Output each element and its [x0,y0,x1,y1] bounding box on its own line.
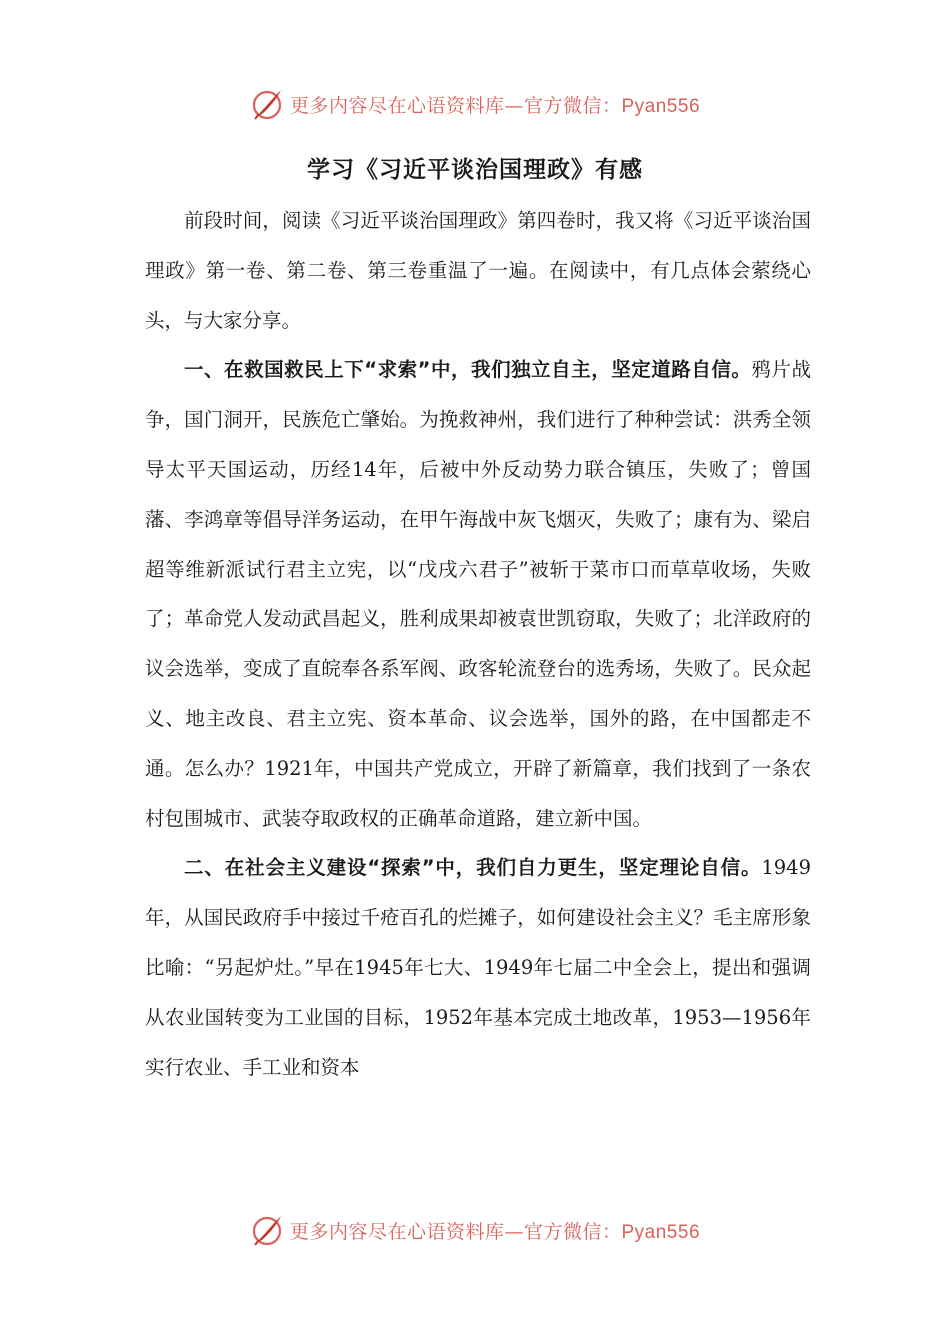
footer-watermark-banner [0,1210,950,1250]
watermark-text: 更多内容尽在心语资料库—官方微信：Pyan556 [289,94,701,117]
wechat-id: Pyan556 [621,1221,701,1243]
paragraph-lead: 二、在社会主义建设“探索”中，我们自力更生，坚定理论自信。 [184,856,762,880]
paragraph-section-2 [145,843,811,1092]
paragraph-text: 前段时间，阅读《习近平谈治国理政》第四卷时，我又将《习近平谈治国理政》第一卷、第二卷、第三卷重温了一遍。在阅读中，有几点体会萦绕心头，与大家分享。 [145,209,811,332]
header-watermark-banner [0,84,950,124]
paragraph-intro [145,196,811,345]
paragraph-text: 鸦片战争，国门洞开，民族危亡肇始。为挽救神州，我们进行了种种尝试：洪秀全领导太平天国运动，历经14年，后被中外反动势力联合镇压，失败了；曾国藩、李鸿章等倡导洋务运动，在甲午海战中灰飞烟灭，失败了；康有为、梁启超等维新派试行君主立宪，以“戊戌六君子”被斩于菜市口而草草收场，失败了；革命党人发动武昌起义，胜利成果却被袁世凯窃取，失败了；北洋政府的议会选举，变成了直皖奉各系军阀、政客轮流登台的选秀场，失败了。民众起义、地主改良、君主立宪、资本革命、议会选举，国外的路，在中国都走不通。怎么办？1921年，中国共产党成立，开辟了新篇章，我们找到了一条农村包围城市、武装夺取政权的正确革命道路，建立新中国。 [145,358,811,830]
document-body [145,196,811,1092]
wechat-id: Pyan556 [621,95,701,117]
paragraph-text: 1949年，从国民政府手中接过千疮百孔的烂摊子，如何建设社会主义？毛主席形象比喻：“另起炉灶。”早在1945年七大、1949年七届二中全会上，提出和强调从农业国转变为工业国的目标，1952年基本完成土地改革，1953—1956年实行农业、手工业和资本 [145,856,811,1079]
paragraph-lead: 一、在救国救民上下“求索”中，我们独立自主，坚定道路自信。 [184,358,752,382]
quill-pen-logo-icon [250,1213,284,1247]
quill-pen-logo-icon [250,87,284,121]
document-title: 学习《习近平谈治国理政》有感 [307,157,643,183]
paragraph-section-1 [145,345,811,843]
watermark-text: 更多内容尽在心语资料库—官方微信：Pyan556 [289,1220,701,1243]
